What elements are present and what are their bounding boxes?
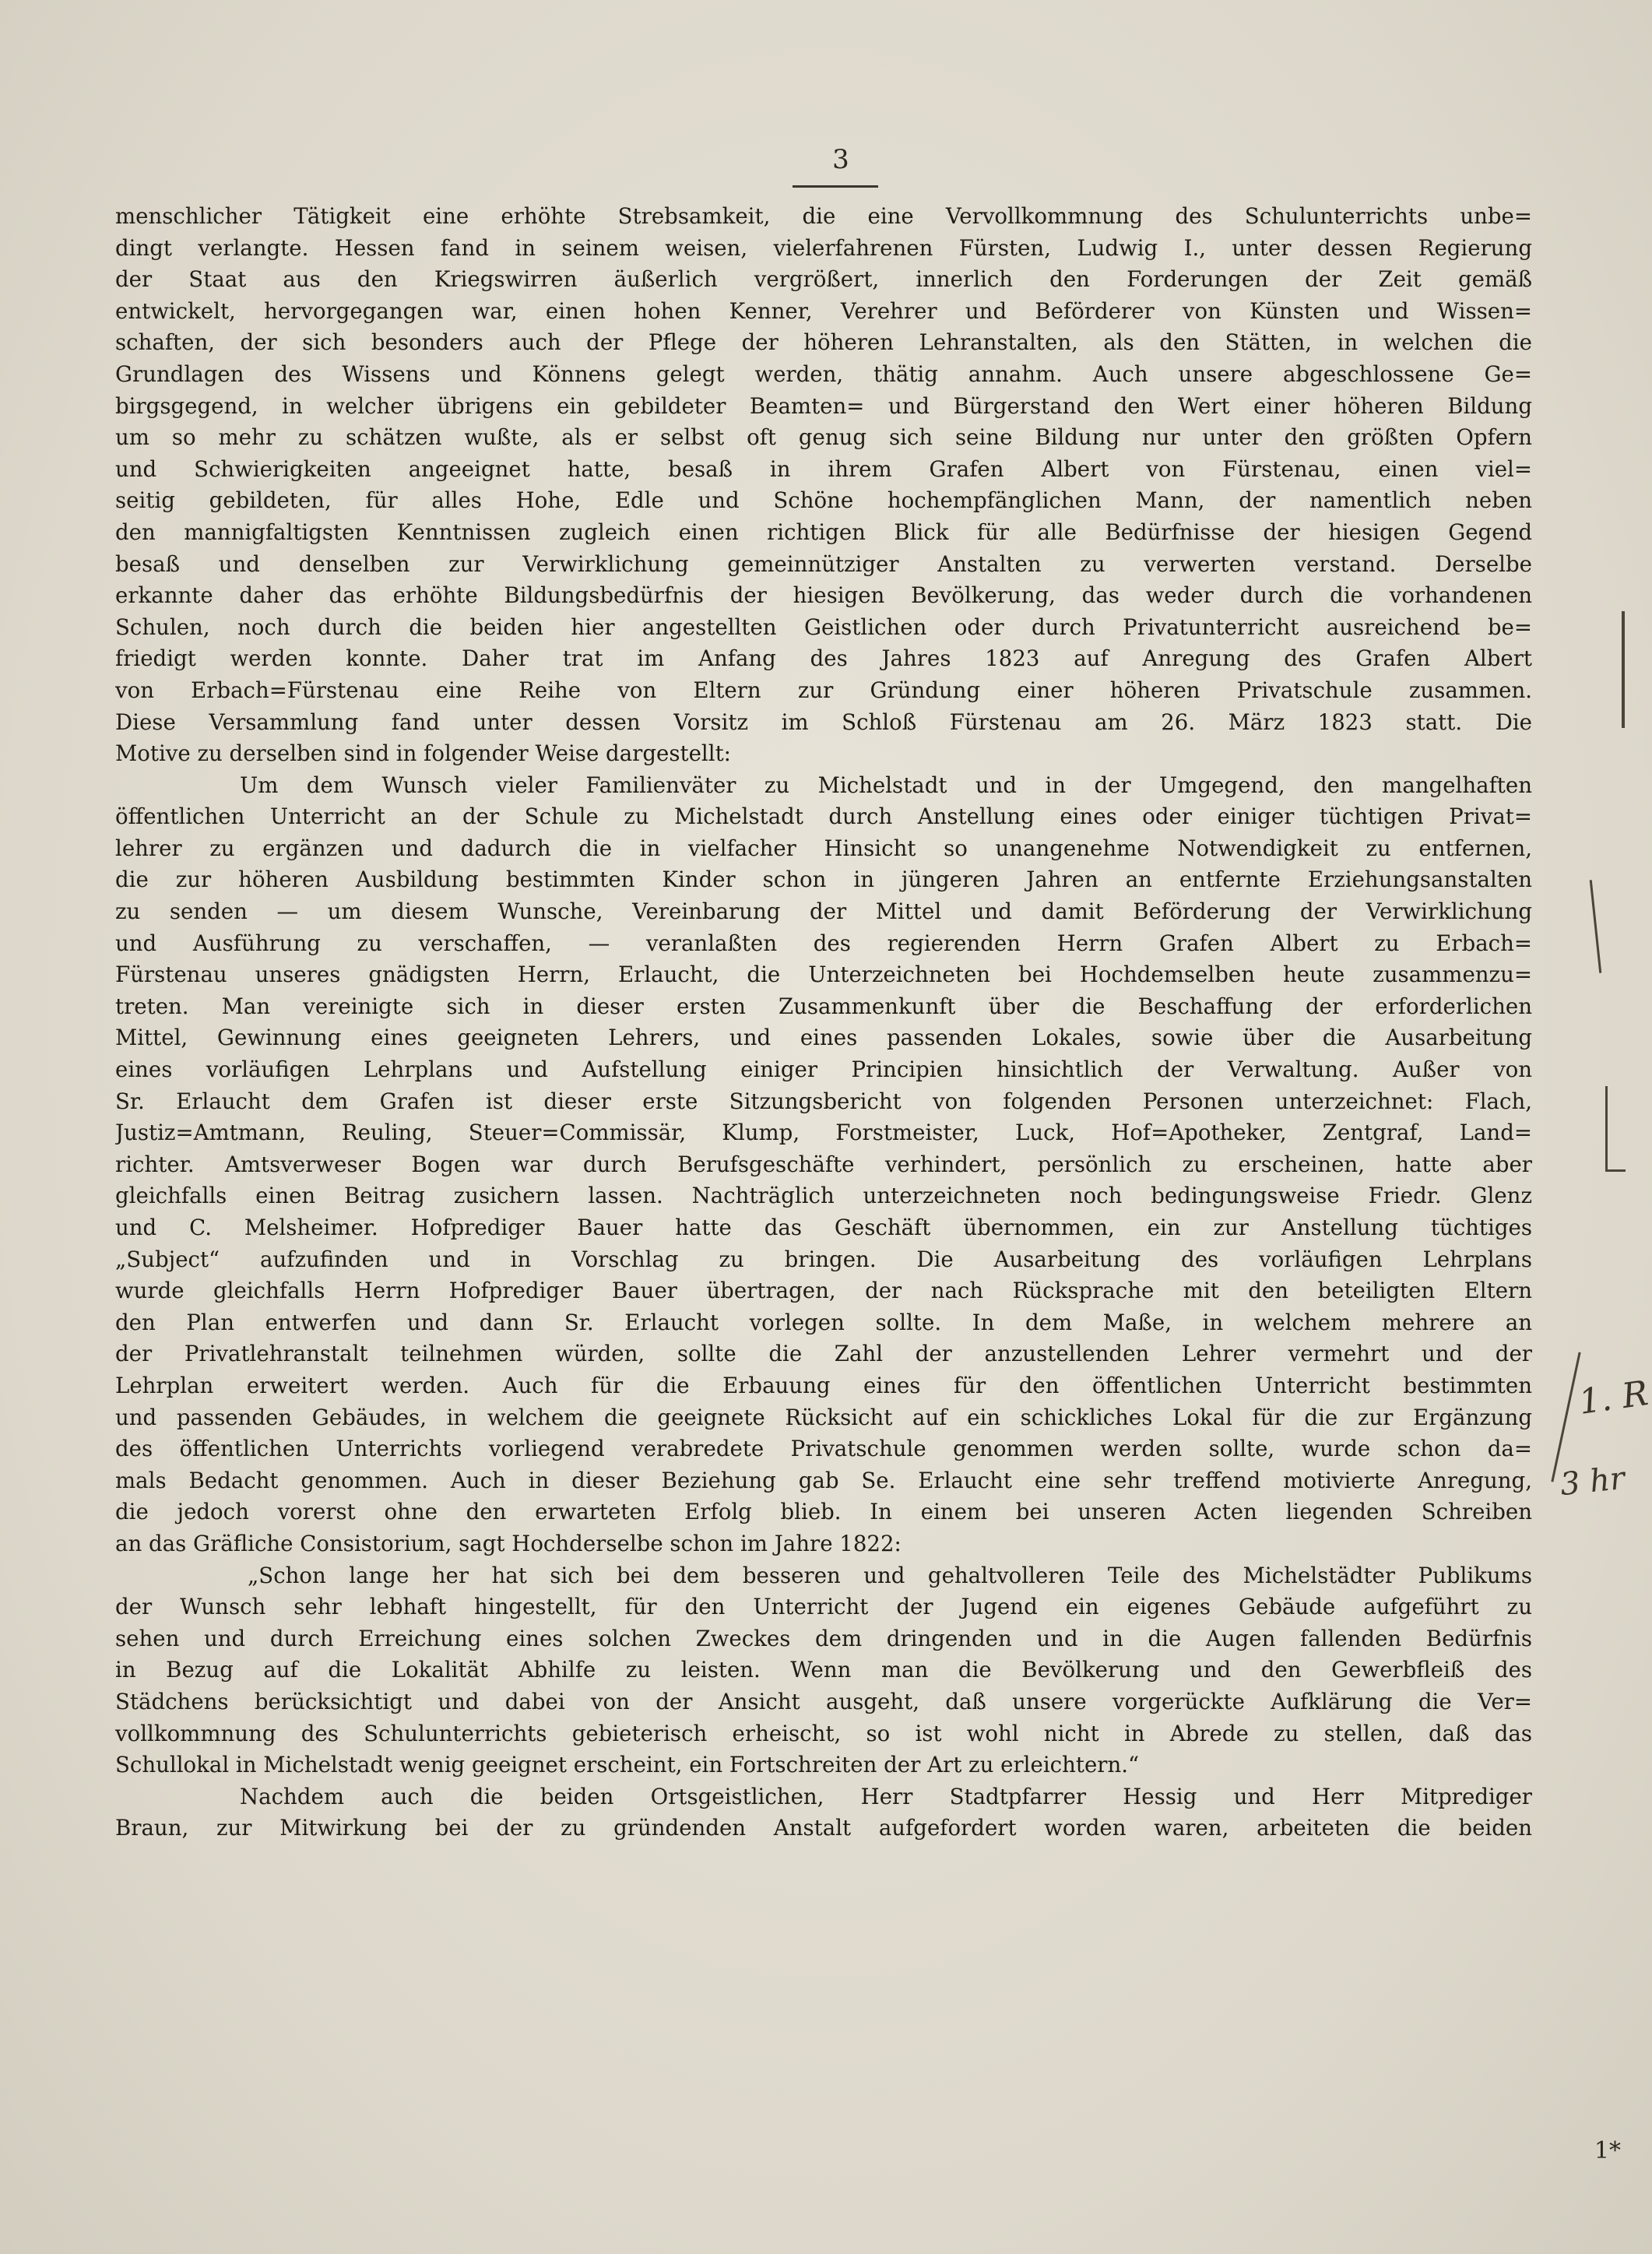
text-line: eines vorläufigen Lehrplans und Aufstellung einiger Principien hinsichtlich der Verwaltung. Außer von [115, 1057, 1532, 1083]
text-line: Mittel, Gewinnung eines geeigneten Lehrers, und eines passenden Lokales, sowie über die Ausarbeitung [115, 1025, 1532, 1051]
text-line: an das Gräfliche Consistorium, sagt Hochderselbe schon im Jahre 1822: [115, 1530, 902, 1556]
text-line: schaften, der sich besonders auch der Pflege der höheren Lehranstalten, als den Stätten, in welchen die [115, 329, 1532, 356]
margin-stroke [1590, 880, 1602, 973]
text-line: Schullokal in Michelstadt wenig geeignet erscheint, ein Fortschreiten der Art zu erleichtern.“ [115, 1752, 1140, 1778]
text-line: mals Bedacht genommen. Auch in dieser Beziehung gab Se. Erlaucht eine sehr treffend motivierte Anregung, [115, 1467, 1532, 1493]
text-line: lehrer zu ergänzen und dadurch die in vielfacher Hinsicht so unangenehme Notwendigkeit zu entfernen, [115, 835, 1532, 861]
text-line: birgsgegend, in welcher übrigens ein gebildeter Beamten= und Bürgerstand den Wert einer höheren Bildung [115, 392, 1532, 419]
text-line: treten. Man vereinigte sich in dieser ersten Zusammenkunft über die Beschaffung der erforderlichen [115, 993, 1532, 1019]
text-line: den mannigfaltigsten Kenntnissen zugleich einen richtigen Blick für alle Bedürfnisse der hiesigen Gegend [115, 519, 1532, 545]
text-line: wurde gleichfalls Herrn Hofprediger Bauer übertragen, der nach Rücksprache mit den beteiligten Eltern [115, 1278, 1532, 1304]
signature-mark: 1* [1594, 2137, 1621, 2164]
text-line: entwickelt, hervorgegangen war, einen hohen Kenner, Verehrer und Beförderer von Künsten und Wissen= [115, 297, 1532, 324]
text-line: sehen und durch Erreichung eines solchen Zweckes dem dringenden und in die Augen fallenden Bedürfnis [115, 1625, 1532, 1651]
text-line: gleichfalls einen Beitrag zusichern lassen. Nachträglich unterzeichneten noch bedingungsweise Friedr. Glenz [115, 1183, 1532, 1209]
text-line: Lehrplan erweitert werden. Auch für die Erbauung eines für den öffentlichen Unterricht bestimmten [115, 1372, 1532, 1398]
text-line: und Schwierigkeiten angeeignet hatte, besaß in ihrem Grafen Albert von Fürstenau, einen viel= [115, 455, 1532, 482]
text-line: dingt verlangte. Hessen fand in seinem weisen, vielerfahrenen Fürsten, Ludwig I., unter dessen Regierung [115, 234, 1532, 261]
text-line: und Ausführung zu verschaffen, — veranlaßten des regierenden Herrn Grafen Albert zu Erbach= [115, 930, 1532, 956]
text-line: der Staat aus den Kriegswirren äußerlich vergrößert, innerlich den Forderungen der Zeit gemäß [115, 266, 1532, 293]
text-line: menschlicher Tätigkeit eine erhöhte Strebsamkeit, die eine Vervollkommnung des Schulunterrichts unbe= [115, 203, 1532, 229]
text-line: der Wunsch sehr lebhaft hingestellt, für den Unterricht der Jugend ein eigenes Gebäude aufgeführt zu [115, 1594, 1532, 1620]
body-text [115, 201, 1532, 1844]
text-line: besaß und denselben zur Verwirklichung gemeinnütziger Anstalten zu verwerten verstand. Derselbe [115, 550, 1532, 577]
text-line: und passenden Gebäudes, in welchem die geeignete Rücksicht auf ein schickliches Lokal für die zur Ergänzung [115, 1404, 1532, 1430]
text-line: Justiz=Amtmann, Reuling, Steuer=Commissär, Klump, Forstmeister, Luck, Hof=Apotheker, Zentgraf, Land= [115, 1120, 1532, 1146]
margin-stroke [1605, 1169, 1626, 1172]
text-line: die zur höheren Ausbildung bestimmten Kinder schon in jüngeren Jahren an entfernte Erziehungsanstalten [115, 867, 1532, 893]
text-line: seitig gebildeten, für alles Hohe, Edle und Schöne hochempfänglichen Mann, der namentlich neben [115, 487, 1532, 514]
text-line: vollkommnung des Schulunterrichts gebieterisch erheischt, so ist wohl nicht in Abrede zu stellen, daß das [115, 1720, 1532, 1746]
text-line: des öffentlichen Unterrichts vorliegend verabredete Privatschule genommen werden sollte, wurde schon da= [115, 1436, 1532, 1462]
text-line: Diese Versammlung fand unter dessen Vorsitz im Schloß Fürstenau am 26. März 1823 statt. Die [115, 709, 1532, 735]
text-line: öffentlichen Unterricht an der Schule zu Michelstadt durch Anstellung eines oder einiger tüchtigen Privat= [115, 803, 1532, 830]
text-line: „Schon lange her hat sich bei dem besseren und gehaltvolleren Teile des Michelstädter Publikums [248, 1562, 1532, 1588]
text-line: richter. Amtsverweser Bogen war durch Berufsgeschäfte verhindert, persönlich zu erscheinen, hatte aber [115, 1151, 1532, 1177]
text-line: Sr. Erlaucht dem Grafen ist dieser erste Sitzungsbericht von folgenden Personen unterzeichnet: Flach, [115, 1088, 1532, 1114]
text-line: die jedoch vorerst ohne den erwarteten Erfolg blieb. In einem bei unseren Acten liegenden Schreiben [115, 1499, 1532, 1525]
text-line: Grundlagen des Wissens und Könnens gelegt werden, thätig annahm. Auch unsere abgeschlossene Ge= [115, 360, 1532, 387]
page-number-rule [793, 185, 878, 188]
text-line: Nachdem auch die beiden Ortsgeistlichen, Herr Stadtpfarrer Hessig und Herr Mitprediger [240, 1783, 1532, 1809]
text-line: „Subject“ aufzufinden und in Vorschlag zu bringen. Die Ausarbeitung des vorläufigen Lehrplans [115, 1246, 1532, 1272]
margin-stroke [1622, 611, 1625, 728]
text-line: Fürstenau unseres gnädigsten Herrn, Erlaucht, die Unterzeichneten bei Hochdemselben heute zusammenzu= [115, 962, 1532, 988]
text-line: Städchens berücksichtigt und dabei von der Ansicht ausgeht, daß unsere vorgerückte Aufklärung die Ver= [115, 1688, 1532, 1714]
text-line: zu senden — um diesem Wunsche, Vereinbarung der Mittel und damit Beförderung der Verwirklichung [115, 898, 1532, 925]
text-line: den Plan entwerfen und dann Sr. Erlaucht vorlegen sollte. In dem Maße, in welchem mehrere an [115, 1309, 1532, 1335]
text-line: Schulen, noch durch die beiden hier angestellten Geistlichen oder durch Privatunterricht ausreichend be= [115, 614, 1532, 640]
text-line: von Erbach=Fürstenau eine Reihe von Eltern zur Gründung einer höheren Privatschule zusammen. [115, 677, 1532, 703]
margin-stroke [1605, 1086, 1608, 1172]
margin-stroke [1551, 1352, 1580, 1482]
margin-note: 1. R [1576, 1373, 1651, 1422]
text-line: um so mehr zu schätzen wußte, als er selbst oft genug sich seine Bildung nur unter den größten Opfern [115, 424, 1532, 451]
text-line: erkannte daher das erhöhte Bildungsbedürfnis der hiesigen Bevölkerung, das weder durch die vorhandenen [115, 582, 1532, 609]
text-line: friedigt werden konnte. Daher trat im Anfang des Jahres 1823 auf Anregung des Grafen Albert [115, 645, 1532, 672]
text-line: Um dem Wunsch vieler Familienväter zu Michelstadt und in der Umgegend, den mangelhaften [240, 772, 1532, 798]
text-line: Motive zu derselben sind in folgender Weise dargestellt: [115, 740, 731, 767]
page-number: 3 [832, 144, 849, 175]
text-line: der Privatlehranstalt teilnehmen würden, sollte die Zahl der anzustellenden Lehrer vermehrt und der [115, 1341, 1532, 1367]
text-line: und C. Melsheimer. Hofprediger Bauer hatte das Geschäft übernommen, ein zur Anstellung tüchtiges [115, 1215, 1532, 1240]
text-line: in Bezug auf die Lokalität Abhilfe zu leisten. Wenn man die Bevölkerung und den Gewerbfleiß des [115, 1657, 1532, 1683]
margin-note: 3 hr [1558, 1460, 1627, 1503]
text-line: Braun, zur Mitwirkung bei der zu gründenden Anstalt aufgefordert worden waren, arbeiteten die beiden [115, 1815, 1532, 1841]
